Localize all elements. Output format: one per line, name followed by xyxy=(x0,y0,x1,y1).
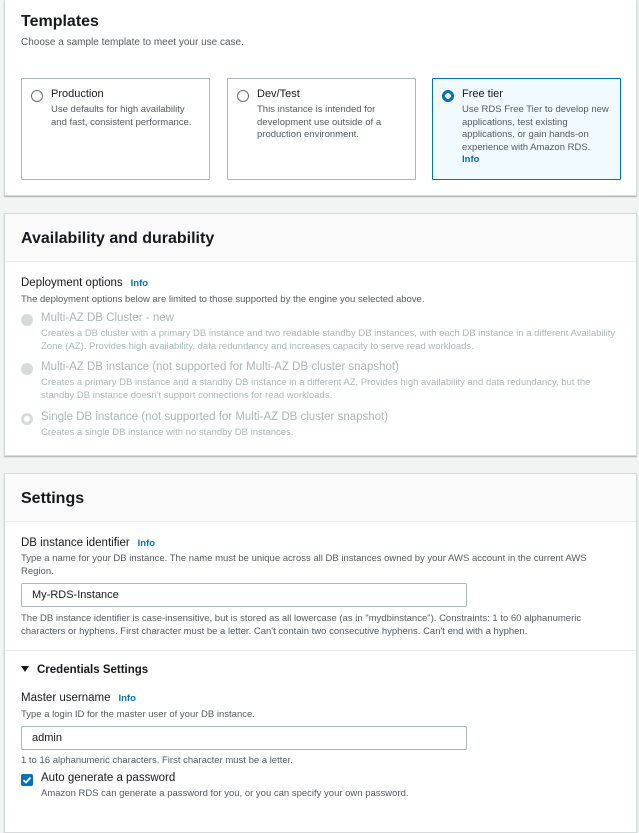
availability-panel xyxy=(4,213,637,456)
master-username-label xyxy=(21,692,136,704)
db-identifier-label xyxy=(21,537,155,549)
auto-generate-password-desc: Amazon RDS can generate a password for you, or you can specify your own password. xyxy=(41,788,409,799)
templates-title: Templates xyxy=(21,13,99,30)
deployment-description: The deployment options below are limited to those supported by the engine you selected above. xyxy=(21,294,425,305)
master-username-info-link[interactable]: Info xyxy=(118,693,136,704)
caret-down-icon xyxy=(21,666,29,672)
template-production-label: Production xyxy=(51,88,104,100)
db-identifier-info-link[interactable]: Info xyxy=(137,538,156,549)
multiaz-instance-desc: Creates a primary DB instance and a standby DB instance in a different AZ. Provides high availability and data redundancy, but the standby DB instance doesn't support connections for read workloads. xyxy=(41,377,591,401)
radio-single-instance[interactable] xyxy=(21,413,33,425)
radio-production[interactable] xyxy=(31,90,43,102)
db-identifier-description: Type a name for your DB instance. The name must be unique across all DB instances owned by your AWS account in the current AWS Region. xyxy=(21,553,587,577)
multiaz-cluster-label: Multi-AZ DB Cluster - new xyxy=(41,312,174,324)
auto-generate-password-label[interactable]: Auto generate a password xyxy=(41,772,176,784)
db-identifier-constraint: The DB instance identifier is case-insensitive, but is stored as all lowercase (as in "mydbinstance"). Constraints: 1 to 60 alphanumeric characters or hyphens. First character must be a letter. Can't contain two consecutive hyphens. Can't end with a hyphen. xyxy=(21,613,582,637)
master-username-text: Master username xyxy=(21,692,111,704)
deployment-info-link[interactable]: Info xyxy=(130,278,149,289)
settings-title: Settings xyxy=(21,490,85,507)
template-devtest-label: Dev/Test xyxy=(257,88,300,100)
single-instance-label: Single DB instance (not supported for Multi-AZ DB cluster snapshot) xyxy=(41,411,389,423)
master-username-constraint: 1 to 16 alphanumeric characters. First character must be a letter. xyxy=(21,755,293,766)
checkmark-icon xyxy=(22,775,32,785)
template-devtest-desc: This instance is intended for development use outside of a production environment. xyxy=(257,104,382,140)
credentials-expander[interactable] xyxy=(21,664,148,676)
multiaz-instance-label: Multi-AZ DB instance (not supported for Multi-AZ DB cluster snapshot) xyxy=(41,361,399,373)
radio-multiaz-cluster[interactable] xyxy=(21,314,33,326)
templates-panel xyxy=(4,0,637,196)
divider xyxy=(5,650,636,651)
credentials-title: Credentials Settings xyxy=(37,664,149,676)
template-freetier-desc: Use RDS Free Tier to develop new applications, test existing applications, or gain hands-on experience with Amazon RDS. xyxy=(462,104,609,153)
settings-header xyxy=(5,474,636,522)
availability-title: Availability and durability xyxy=(21,230,215,247)
radio-devtest[interactable] xyxy=(237,90,249,102)
radio-freetier[interactable] xyxy=(442,90,454,102)
db-identifier-input[interactable] xyxy=(21,583,467,607)
db-identifier-text: DB instance identifier xyxy=(21,537,130,549)
deployment-options-label xyxy=(21,277,148,289)
templates-description: Choose a sample template to meet your use case. xyxy=(21,37,244,48)
master-username-description: Type a login ID for the master user of your DB instance. xyxy=(21,709,255,720)
template-devtest-tile[interactable] xyxy=(227,78,416,180)
radio-multiaz-instance[interactable] xyxy=(21,363,33,375)
template-production-tile[interactable] xyxy=(21,78,210,180)
settings-panel xyxy=(4,473,637,833)
master-username-input[interactable] xyxy=(21,726,467,750)
auto-generate-password-checkbox[interactable] xyxy=(21,774,33,786)
template-production-desc: Use defaults for high availability and fast, consistent performance. xyxy=(51,104,192,128)
template-freetier-tile[interactable] xyxy=(432,78,621,180)
template-freetier-label: Free tier xyxy=(462,88,503,100)
single-instance-desc: Creates a single DB instance with no standby DB instances. xyxy=(41,427,294,438)
multiaz-cluster-desc: Creates a DB cluster with a primary DB instance and two readable standby DB instances, with each DB instance in a different Availability Zone (AZ). Provides high availability, data redundancy and increases capacity to serve read workloads. xyxy=(41,328,616,352)
deployment-options-text: Deployment options xyxy=(21,277,123,289)
freetier-info-link[interactable]: Info xyxy=(462,154,480,165)
